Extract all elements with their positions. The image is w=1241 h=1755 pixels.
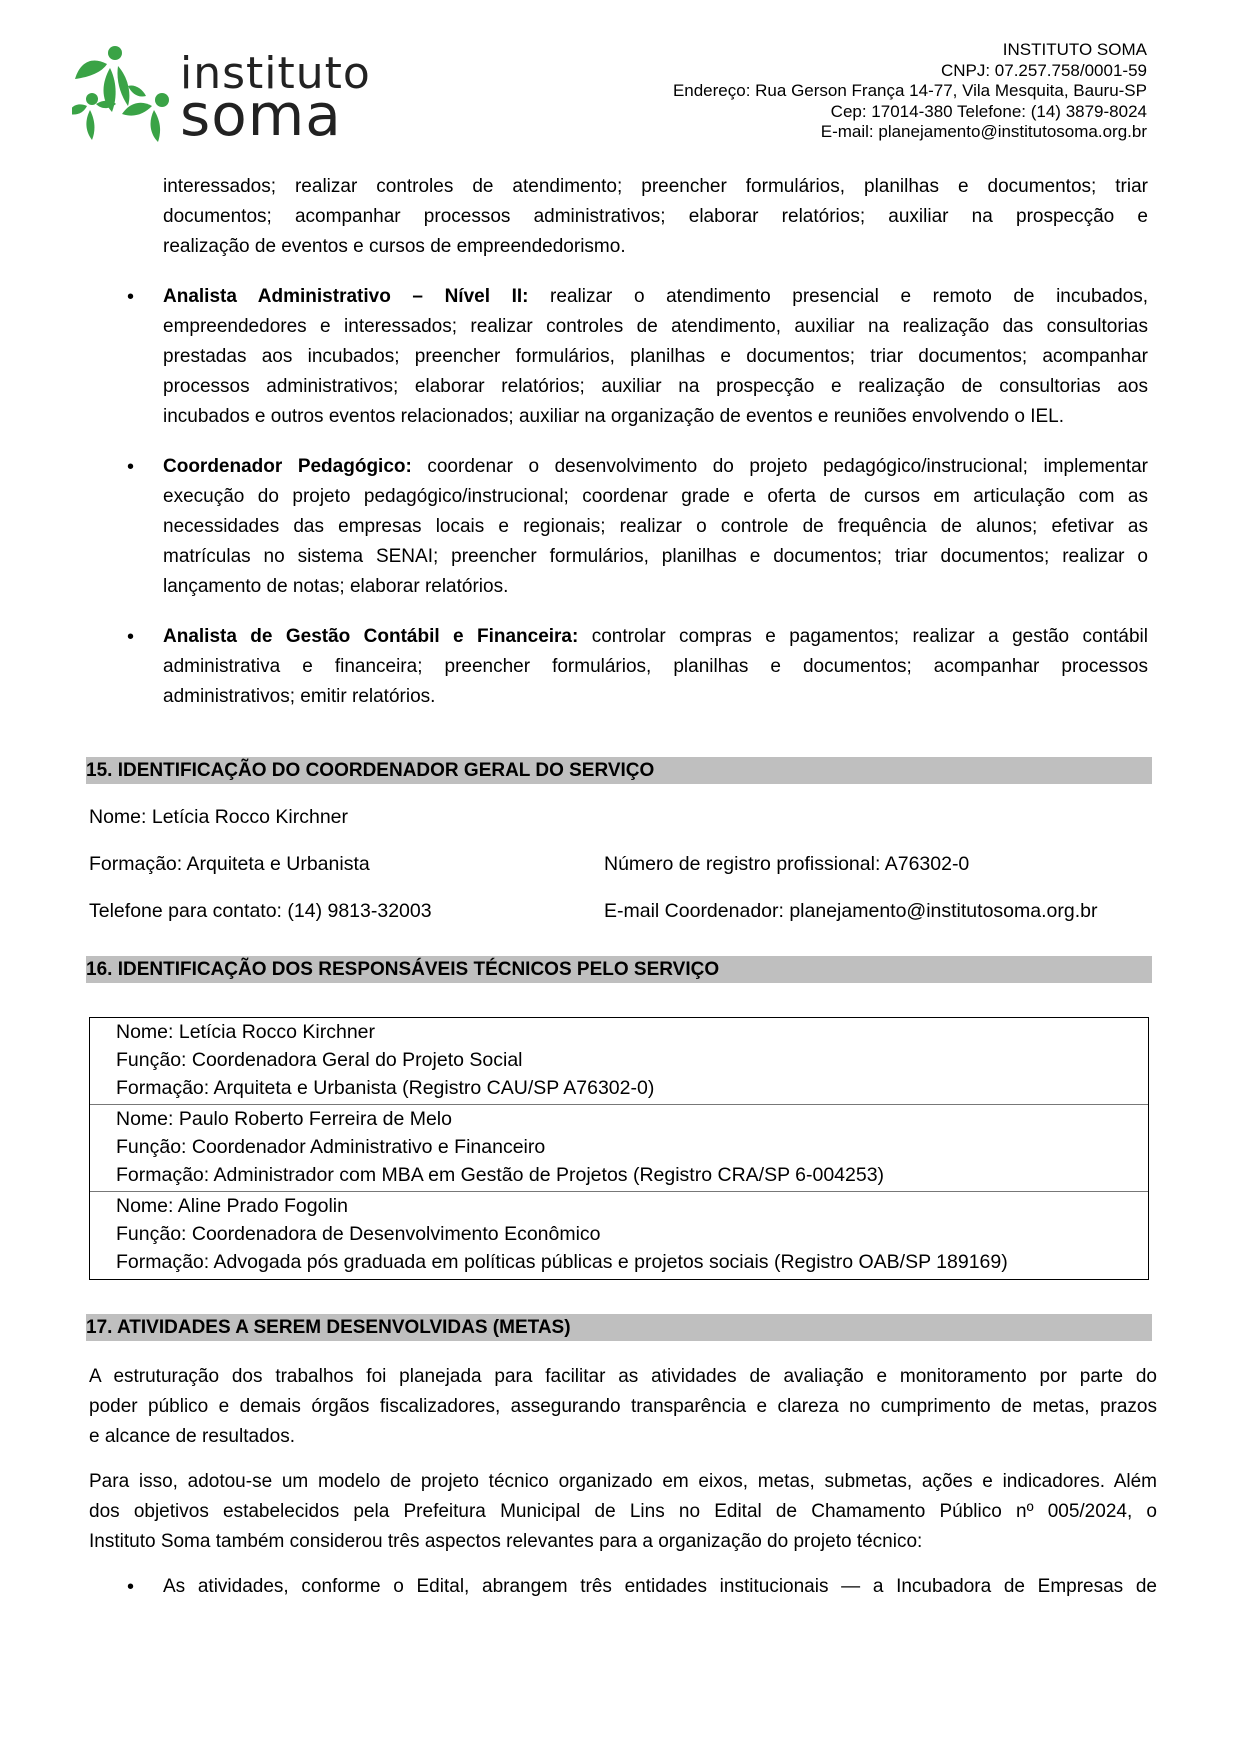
people-leaves-icon bbox=[72, 44, 172, 144]
section-15-title: 15. IDENTIFICAÇÃO DO COORDENADOR GERAL DO SERVIÇO bbox=[86, 760, 655, 781]
section-16-title: 16. IDENTIFICAÇÃO DOS RESPONSÁVEIS TÉCNICOS PELO SERVIÇO bbox=[86, 959, 720, 980]
org-cnpj: CNPJ: 07.257.758/0001-59 bbox=[940, 60, 1147, 80]
responsible-name: Nome: Aline Prado Fogolin bbox=[116, 1195, 348, 1217]
role-description: realizar o atendimento presencial e remoto de incubados, bbox=[528, 286, 1148, 307]
text-line: A estruturação dos trabalhos foi planejada para facilitar as atividades de avaliação e monitoramento por parte do bbox=[89, 1366, 1157, 1387]
responsible-function: Função: Coordenadora de Desenvolvimento Econômico bbox=[116, 1223, 601, 1245]
text-line: dos objetivos estabelecidos pela Prefeitura Municipal de Lins no Edital de Chamamento Público nº 005/2024, o bbox=[89, 1501, 1157, 1522]
instituto-soma-logo bbox=[72, 44, 371, 149]
role-continuation-paragraph bbox=[163, 172, 1148, 262]
text-line: processos administrativos; elaborar relatórios; auxiliar na prospecção e realização de consultorias aos bbox=[163, 376, 1148, 397]
role-title: Analista de Gestão Contábil e Financeira: bbox=[163, 626, 579, 647]
org-address: Endereço: Rua Gerson França 14-77, Vila Mesquita, Bauru-SP bbox=[672, 81, 1147, 100]
text-line: administrativa e financeira; preencher formulários, planilhas e documentos; acompanhar processos bbox=[163, 656, 1148, 677]
bullet-icon: • bbox=[127, 286, 135, 308]
role-analista-contabil bbox=[163, 622, 1148, 712]
logo-wordmark bbox=[180, 44, 371, 149]
text-line: execução do projeto pedagógico/instrucional; coordenar grade e oferta de cursos em articulação com as bbox=[163, 486, 1148, 507]
organization-info bbox=[673, 40, 1147, 143]
role-title: Analista Administrativo – Nível II: bbox=[163, 286, 529, 307]
coordinator-email: E-mail Coordenador: planejamento@institutosoma.org.br bbox=[604, 900, 1098, 922]
table-row bbox=[90, 1018, 1148, 1105]
text-line: incubados e outros eventos relacionados; auxiliar na organização de eventos e reuniões envolvendo o IEL. bbox=[163, 406, 1064, 427]
text-line: interessados; realizar controles de atendimento; preencher formulários, planilhas e documentos; triar bbox=[163, 176, 1148, 197]
coordinator-name: Nome: Letícia Rocco Kirchner bbox=[89, 806, 349, 828]
logo-line-1: instituto bbox=[180, 48, 371, 99]
responsible-name: Nome: Paulo Roberto Ferreira de Melo bbox=[116, 1108, 452, 1130]
text-line: e alcance de resultados. bbox=[89, 1426, 295, 1447]
text-line: poder público e demais órgãos fiscalizadores, assegurando transparência e clareza no cumprimento de metas, prazos bbox=[89, 1396, 1157, 1417]
section-17-paragraph-2 bbox=[89, 1467, 1157, 1557]
text-line: administrativos; emitir relatórios. bbox=[163, 686, 436, 707]
section-17-header bbox=[86, 1314, 1152, 1341]
text-line: As atividades, conforme o Edital, abrangem três entidades institucionais — a Incubadora de Empresas de bbox=[163, 1576, 1157, 1597]
responsible-formation: Formação: Advogada pós graduada em políticas públicas e projetos sociais (Registro OAB/SP 189169) bbox=[116, 1251, 1008, 1273]
org-cep-phone: Cep: 17014-380 Telefone: (14) 3879-8024 bbox=[830, 101, 1147, 121]
text-line: lançamento de notas; elaborar relatórios. bbox=[163, 576, 509, 597]
responsible-name: Nome: Letícia Rocco Kirchner bbox=[116, 1021, 376, 1043]
org-name: INSTITUTO SOMA bbox=[1002, 40, 1147, 59]
role-analista-administrativo bbox=[163, 282, 1148, 432]
bullet-icon: • bbox=[127, 626, 135, 648]
section-16-header bbox=[86, 956, 1152, 983]
technical-responsibles-table bbox=[89, 1017, 1149, 1280]
role-description: controlar compras e pagamentos; realizar a gestão contábil bbox=[578, 626, 1148, 647]
text-line: Para isso, adotou-se um modelo de projeto técnico organizado em eixos, metas, submetas, ações e indicadores. Além bbox=[89, 1471, 1157, 1492]
bullet-icon: • bbox=[127, 456, 135, 478]
role-description: coordenar o desenvolvimento do projeto pedagógico/instrucional; implementar bbox=[411, 456, 1148, 477]
text-line: prestadas aos incubados; preencher formulários, planilhas e documentos; triar documentos; acompanhar bbox=[163, 346, 1148, 367]
table-row bbox=[90, 1192, 1148, 1279]
table-row bbox=[90, 1105, 1148, 1192]
responsible-function: Função: Coordenadora Geral do Projeto Social bbox=[116, 1049, 523, 1071]
coordinator-phone: Telefone para contato: (14) 9813-32003 bbox=[89, 900, 432, 922]
logo-line-2: soma bbox=[180, 81, 342, 149]
text-line: matrículas no sistema SENAI; preencher formulários, planilhas e documentos; triar documentos; realizar o bbox=[163, 546, 1148, 567]
org-email: E-mail: planejamento@institutosoma.org.br bbox=[820, 122, 1147, 141]
text-line: Instituto Soma também considerou três aspectos relevantes para a organização do projeto técnico: bbox=[89, 1531, 923, 1552]
section-15-header bbox=[86, 757, 1152, 784]
section-17-title: 17. ATIVIDADES A SEREM DESENVOLVIDAS (METAS) bbox=[86, 1317, 571, 1338]
text-line: realização de eventos e cursos de empreendedorismo. bbox=[163, 236, 626, 257]
role-title: Coordenador Pedagógico: bbox=[163, 456, 412, 477]
text-line: necessidades das empresas locais e regionais; realizar o controle de frequência de alunos; efetivar as bbox=[163, 516, 1148, 537]
responsible-formation: Formação: Administrador com MBA em Gestão de Projetos (Registro CRA/SP 6-004253) bbox=[116, 1164, 885, 1186]
coordinator-registration: Número de registro profissional: A76302-0 bbox=[604, 853, 970, 875]
responsible-function: Função: Coordenador Administrativo e Financeiro bbox=[116, 1136, 546, 1158]
section-17-paragraph-1 bbox=[89, 1362, 1157, 1452]
text-line: empreendedores e interessados; realizar controles de atendimento, auxiliar na realização das consultorias bbox=[163, 316, 1148, 337]
coordinator-formation: Formação: Arquiteta e Urbanista bbox=[89, 853, 370, 875]
text-line: documentos; acompanhar processos administrativos; elaborar relatórios; auxiliar na prospecção e bbox=[163, 206, 1148, 227]
responsible-formation: Formação: Arquiteta e Urbanista (Registro CAU/SP A76302-0) bbox=[116, 1077, 655, 1099]
role-coordenador-pedagogico bbox=[163, 452, 1148, 602]
section-17-bullet-1 bbox=[163, 1572, 1157, 1602]
bullet-icon: • bbox=[127, 1576, 135, 1598]
